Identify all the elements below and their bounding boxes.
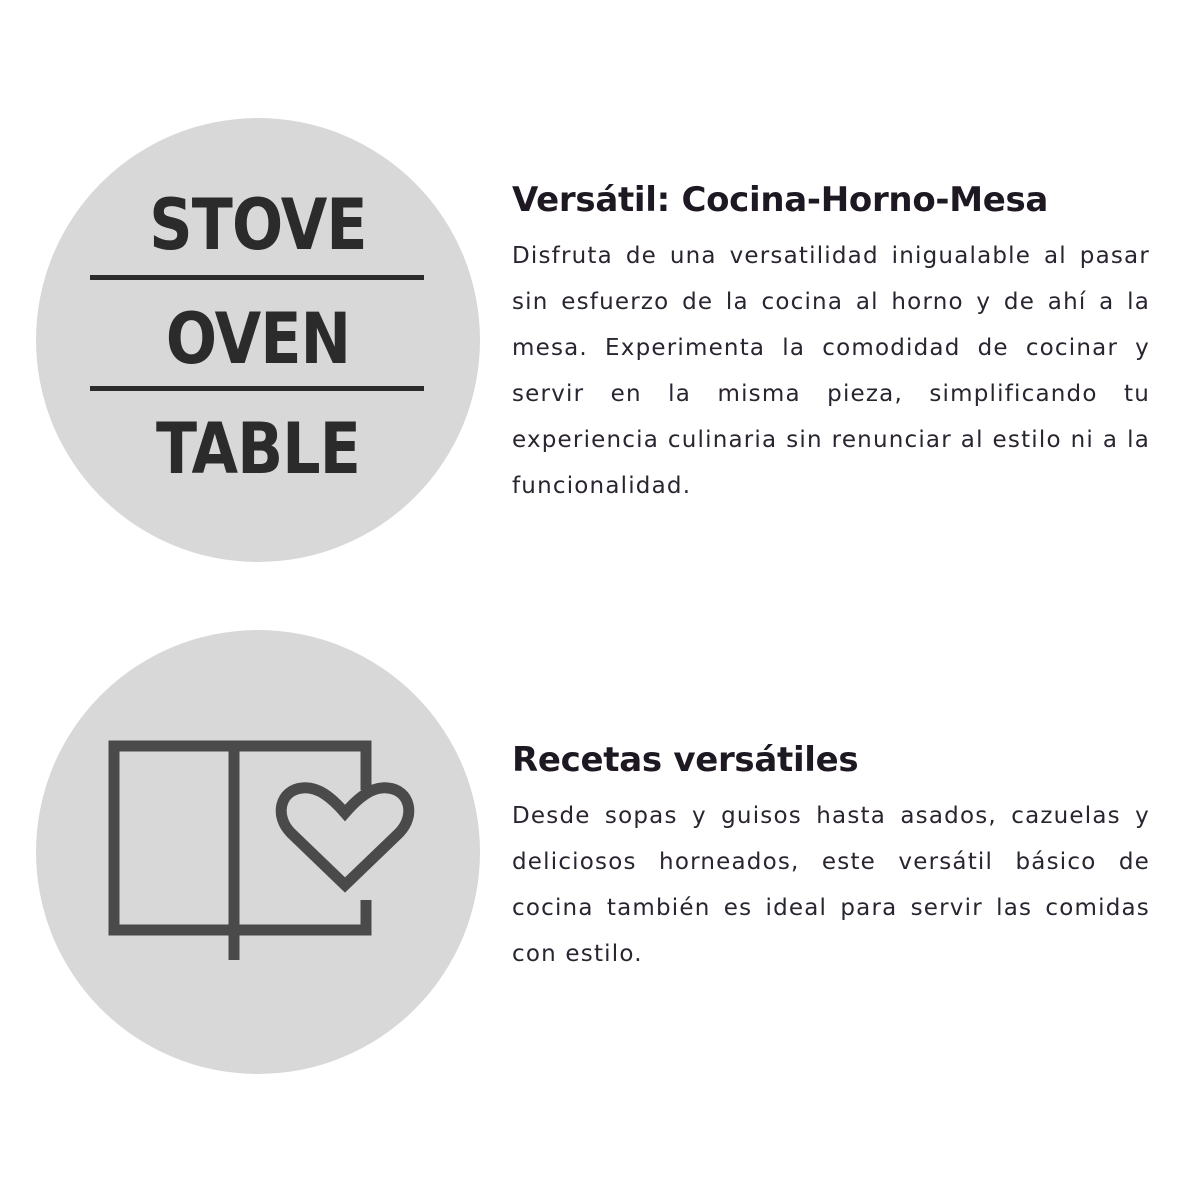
badge-word-table: TABLE xyxy=(155,408,361,490)
feature-description: Disfruta de una versatilidad inigualable al pasar sin esfuerzo de la cocina al horno y de ahí a la mesa. Experimenta la comodidad de cocinar y servir en la misma pieza, simplificando tu experiencia culinaria sin renunciar al estilo ni a la funcionalidad. xyxy=(512,242,1150,499)
feature-title: Versátil: Cocina-Horno-Mesa xyxy=(512,180,1049,220)
feature-title: Recetas versátiles xyxy=(512,740,859,780)
recipe-book-heart-icon xyxy=(36,630,480,1074)
badge-divider-bottom xyxy=(90,386,424,391)
feature-description: Desde sopas y guisos hasta asados, cazuelas y deliciosos horneados, este versátil básico de cocina también es ideal para servir las comidas con estilo. xyxy=(512,802,1150,967)
stove-oven-table-badge xyxy=(36,118,480,562)
badge-word-oven: OVEN xyxy=(165,298,351,380)
recipe-book-badge xyxy=(36,630,480,1074)
badge-word-stove: STOVE xyxy=(149,184,367,266)
feature-text xyxy=(512,740,1150,977)
badge-divider-top xyxy=(90,275,424,280)
feature-versatile-recipes xyxy=(0,600,1200,1200)
feature-text xyxy=(512,180,1150,509)
